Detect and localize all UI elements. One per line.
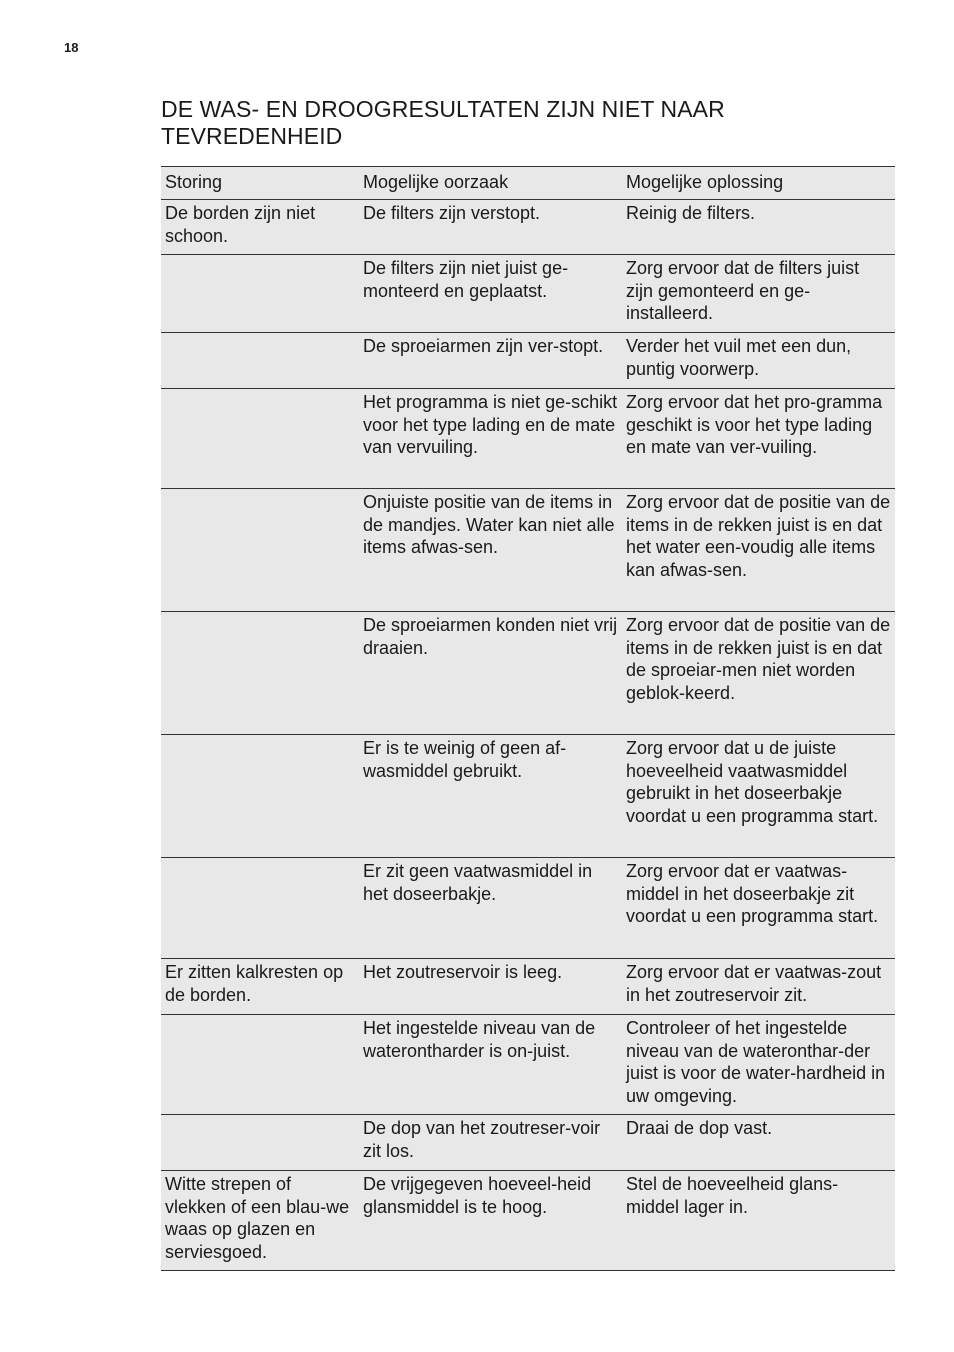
header-solution: Mogelijke oplossing <box>622 167 895 200</box>
cause-cell: De dop van het zoutreser-voir zit los. <box>359 1115 622 1171</box>
solution-cell: Verder het vuil met een dun, puntig voorwerp. <box>622 333 895 389</box>
cause-cell: Er is te weinig of geen af-wasmiddel gebruikt. <box>359 735 622 858</box>
solution-cell: Controleer of het ingestelde niveau van de wateronthar-der juist is voor de water-hardheid in uw omgeving. <box>622 1015 895 1115</box>
table-row <box>161 735 895 858</box>
cause-cell: De filters zijn niet juist ge-monteerd en geplaatst. <box>359 255 622 333</box>
table-row <box>161 489 895 612</box>
cause-cell: Het programma is niet ge-schikt voor het type lading en de mate van vervuiling. <box>359 389 622 489</box>
fault-cell <box>161 389 359 489</box>
fault-cell <box>161 255 359 333</box>
fault-cell: Er zitten kalkresten op de borden. <box>161 959 359 1015</box>
table-row <box>161 333 895 389</box>
fault-cell <box>161 489 359 612</box>
page-number: 18 <box>64 40 79 55</box>
cause-cell: De sproeiarmen konden niet vrij draaien. <box>359 612 622 735</box>
cause-cell: De vrijgegeven hoeveel-heid glansmiddel is te hoog. <box>359 1171 622 1271</box>
cause-cell: Het zoutreservoir is leeg. <box>359 959 622 1015</box>
table-row <box>161 389 895 489</box>
fault-cell <box>161 1015 359 1115</box>
fault-cell <box>161 333 359 389</box>
cause-cell: De filters zijn verstopt. <box>359 200 622 255</box>
table-row <box>161 858 895 959</box>
solution-cell: Zorg ervoor dat er vaatwas-zout in het zoutreservoir zit. <box>622 959 895 1015</box>
table-body <box>161 200 895 1271</box>
section-title: DE WAS- EN DROOGRESULTATEN ZIJN NIET NAAR TEVREDENHEID <box>161 96 725 149</box>
cause-cell: Het ingestelde niveau van de waterontharder is on-juist. <box>359 1015 622 1115</box>
fault-cell: Witte strepen of vlekken of een blau-we waas op glazen en serviesgoed. <box>161 1171 359 1271</box>
fault-cell <box>161 735 359 858</box>
solution-cell: Zorg ervoor dat het pro-gramma geschikt is voor het type lading en mate van ver-vuiling. <box>622 389 895 489</box>
cause-cell: Onjuiste positie van de items in de mandjes. Water kan niet alle items afwas-sen. <box>359 489 622 612</box>
troubleshooting-table <box>161 166 895 1271</box>
solution-cell: Zorg ervoor dat de positie van de items in de rekken juist is en dat de sproeiar-men niet worden geblok-keerd. <box>622 612 895 735</box>
table-row <box>161 1171 895 1271</box>
solution-cell: Draai de dop vast. <box>622 1115 895 1171</box>
cause-cell: Er zit geen vaatwasmiddel in het doseerbakje. <box>359 858 622 959</box>
cause-cell: De sproeiarmen zijn ver-stopt. <box>359 333 622 389</box>
header-cause: Mogelijke oorzaak <box>359 167 622 200</box>
table-row <box>161 1115 895 1171</box>
fault-cell: De borden zijn niet schoon. <box>161 200 359 255</box>
table-header-row <box>161 167 895 200</box>
solution-cell: Zorg ervoor dat u de juiste hoeveelheid vaatwasmiddel gebruikt in het doseerbakje voordat u een programma start. <box>622 735 895 858</box>
solution-cell: Zorg ervoor dat de positie van de items in de rekken juist is en dat het water een-voudig alle items kan afwas-sen. <box>622 489 895 612</box>
solution-cell: Zorg ervoor dat de filters juist zijn gemonteerd en ge-installeerd. <box>622 255 895 333</box>
fault-cell <box>161 858 359 959</box>
solution-cell: Zorg ervoor dat er vaatwas-middel in het doseerbakje zit voordat u een programma start. <box>622 858 895 959</box>
fault-cell <box>161 1115 359 1171</box>
solution-cell: Stel de hoeveelheid glans-middel lager in. <box>622 1171 895 1271</box>
table-header <box>161 167 895 200</box>
table-row <box>161 1015 895 1115</box>
solution-cell: Reinig de filters. <box>622 200 895 255</box>
table-row <box>161 255 895 333</box>
table-row <box>161 612 895 735</box>
header-fault: Storing <box>161 167 359 200</box>
fault-cell <box>161 612 359 735</box>
table-row <box>161 959 895 1015</box>
table-row <box>161 200 895 255</box>
